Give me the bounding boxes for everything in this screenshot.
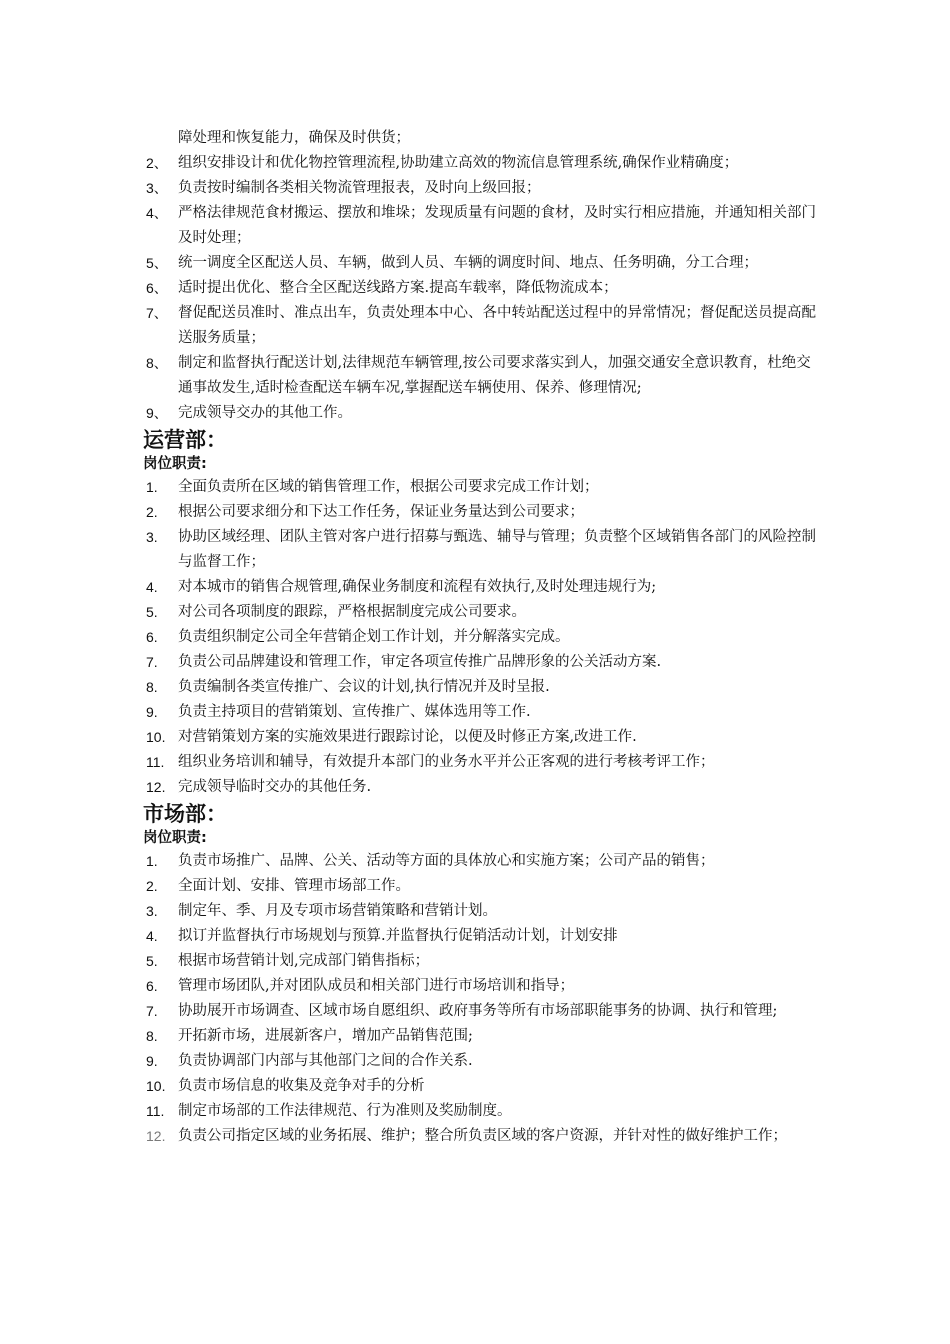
list-item	[143, 475, 823, 500]
list-item	[143, 1074, 823, 1099]
item-text: 适时提出优化、整合全区配送线路方案.提高车载率，降低物流成本；	[178, 280, 618, 296]
item-number: 6.	[146, 629, 158, 645]
item-number: 5.	[146, 953, 158, 969]
list-item	[143, 176, 823, 201]
item-text: 协助区域经理、团队主管对客户进行招募与甄选、辅导与管理；负责整个区域销售各部门的风险控制与监督工作；	[178, 529, 816, 570]
item-text: 全面负责所在区域的销售管理工作，根据公司要求完成工作计划；	[178, 479, 599, 495]
item-text: 开拓新市场，进展新客户，增加产品销售范围;	[178, 1028, 473, 1044]
item-number: 4.	[146, 928, 158, 944]
item-text: 组织业务培训和辅导，有效提升本部门的业务水平并公正客观的进行考核考评工作；	[178, 754, 715, 770]
item-number: 10.	[146, 1078, 166, 1094]
list-item	[143, 151, 823, 176]
item-text: 根据公司要求细分和下达工作任务，保证业务量达到公司要求；	[178, 504, 584, 520]
item-number: 10.	[146, 729, 166, 745]
operations-duties-label: 岗位职责:	[143, 456, 207, 472]
item-number: 2、	[146, 155, 168, 171]
item-text: 负责公司指定区域的业务拓展、维护；整合所负责区域的客户资源，并针对性的做好维护工作；	[178, 1128, 787, 1144]
list-item	[143, 201, 823, 251]
item-number: 1.	[146, 479, 158, 495]
list-item	[143, 401, 823, 426]
list-item	[143, 1124, 823, 1149]
item-text: 对本城市的销售合规管理,确保业务制度和流程有效执行,及时处理违规行为;	[178, 579, 657, 595]
list-item	[143, 1099, 823, 1124]
item-number: 2.	[146, 878, 158, 894]
item-text: 制定市场部的工作法律规范、行为准则及奖励制度。	[178, 1103, 512, 1119]
item-number: 9.	[146, 704, 158, 720]
item-number: 9.	[146, 1053, 158, 1069]
document-content	[143, 126, 823, 1149]
item-text: 制定年、季、月及专项市场营销策略和营销计划。	[178, 903, 497, 919]
item-number: 6.	[146, 978, 158, 994]
item-text: 负责市场推广、品牌、公关、活动等方面的具体放心和实施方案；公司产品的销售；	[178, 853, 715, 869]
list-item	[143, 750, 823, 775]
item-text: 全面计划、安排、管理市场部工作。	[178, 878, 410, 894]
item-number: 8.	[146, 679, 158, 695]
list-item	[143, 251, 823, 276]
item-text: 负责主持项目的营销策划、宣传推广、媒体选用等工作.	[178, 704, 531, 720]
item-number: 3.	[146, 529, 158, 545]
list-item	[143, 625, 823, 650]
item-number: 6、	[146, 280, 168, 296]
list-item	[143, 974, 823, 999]
item-number: 3.	[146, 903, 158, 919]
item-text: 负责协调部门内部与其他部门之间的合作关系.	[178, 1053, 473, 1069]
marketing-duty-list	[143, 849, 823, 1149]
list-item	[143, 650, 823, 675]
item-number: 1.	[146, 853, 158, 869]
logistics-duty-list	[143, 126, 823, 426]
list-item	[143, 500, 823, 525]
list-item	[143, 999, 823, 1024]
item-text: 负责公司品牌建设和管理工作，审定各项宣传推广品牌形象的公关活动方案.	[178, 654, 662, 670]
item-text: 统一调度全区配送人员、车辆，做到人员、车辆的调度时间、地点、任务明确，分工合理；	[178, 255, 758, 271]
item-text: 对营销策划方案的实施效果进行跟踪讨论，以便及时修正方案,改进工作.	[178, 729, 637, 745]
item-number: 5、	[146, 255, 168, 271]
list-item	[143, 525, 823, 575]
item-number: 9、	[146, 405, 168, 421]
item-text: 拟订并监督执行市场规划与预算.并监督执行促销活动计划，计划安排	[178, 928, 618, 944]
operations-heading: 运营部：	[143, 428, 227, 452]
marketing-duties-label: 岗位职责:	[143, 830, 207, 846]
list-item	[143, 301, 823, 351]
list-item	[143, 849, 823, 874]
item-text: 障处理和恢复能力，确保及时供货；	[178, 130, 410, 146]
item-number: 4.	[146, 579, 158, 595]
item-number: 7.	[146, 654, 158, 670]
item-number: 7、	[146, 305, 168, 321]
item-text: 负责按时编制各类相关物流管理报表，及时向上级回报；	[178, 180, 541, 196]
operations-duty-list	[143, 475, 823, 800]
list-item	[143, 1024, 823, 1049]
item-number: 12.	[146, 1128, 166, 1144]
item-text: 督促配送员准时、准点出车，负责处理本中心、各中转站配送过程中的异常情况；督促配送员提高配送服务质量；	[178, 305, 816, 346]
item-number: 12.	[146, 779, 166, 795]
list-item	[143, 1049, 823, 1074]
list-item	[143, 700, 823, 725]
item-text: 制定和监督执行配送计划,法律规范车辆管理,按公司要求落实到人，加强交通安全意识教育，杜绝交通事故发生,适时检查配送车辆车况,掌握配送车辆使用、保养、修理情况;	[178, 355, 811, 396]
list-item	[143, 276, 823, 301]
item-text: 协助展开市场调查、区域市场自愿组织、政府事务等所有市场部职能事务的协调、执行和管理;	[178, 1003, 778, 1019]
item-number: 4、	[146, 205, 168, 221]
item-number: 5.	[146, 604, 158, 620]
list-item	[143, 675, 823, 700]
item-number: 8.	[146, 1028, 158, 1044]
item-number: 11.	[146, 754, 165, 770]
item-text: 负责组织制定公司全年营销企划工作计划，并分解落实完成。	[178, 629, 570, 645]
list-item	[143, 924, 823, 949]
list-item	[143, 899, 823, 924]
item-text: 根据市场营销计划,完成部门销售指标；	[178, 953, 430, 969]
item-text: 负责市场信息的收集及竞争对手的分析	[178, 1078, 425, 1094]
item-number: 11.	[146, 1103, 165, 1119]
item-number: 7.	[146, 1003, 158, 1019]
item-text: 负责编制各类宣传推广、会议的计划,执行情况并及时呈报.	[178, 679, 550, 695]
list-item	[143, 575, 823, 600]
item-text: 对公司各项制度的跟踪，严格根据制度完成公司要求。	[178, 604, 526, 620]
item-number: 8、	[146, 355, 168, 371]
item-number: 3、	[146, 180, 168, 196]
item-text: 管理市场团队,并对团队成员和相关部门进行市场培训和指导；	[178, 978, 575, 994]
item-number: 2.	[146, 504, 158, 520]
item-text: 完成领导临时交办的其他任务.	[178, 779, 372, 795]
list-item	[143, 725, 823, 750]
list-item	[143, 351, 823, 401]
item-text: 组织安排设计和优化物控管理流程,协助建立高效的物流信息管理系统,确保作业精确度；	[178, 155, 739, 171]
item-text: 完成领导交办的其他工作。	[178, 405, 352, 421]
marketing-heading: 市场部：	[143, 802, 227, 826]
list-item	[143, 874, 823, 899]
list-item	[143, 600, 823, 625]
list-item	[143, 949, 823, 974]
list-item	[143, 775, 823, 800]
list-item	[143, 126, 823, 151]
item-text: 严格法律规范食材搬运、摆放和堆垛；发现质量有问题的食材，及时实行相应措施，并通知相关部门及时处理；	[178, 205, 816, 246]
